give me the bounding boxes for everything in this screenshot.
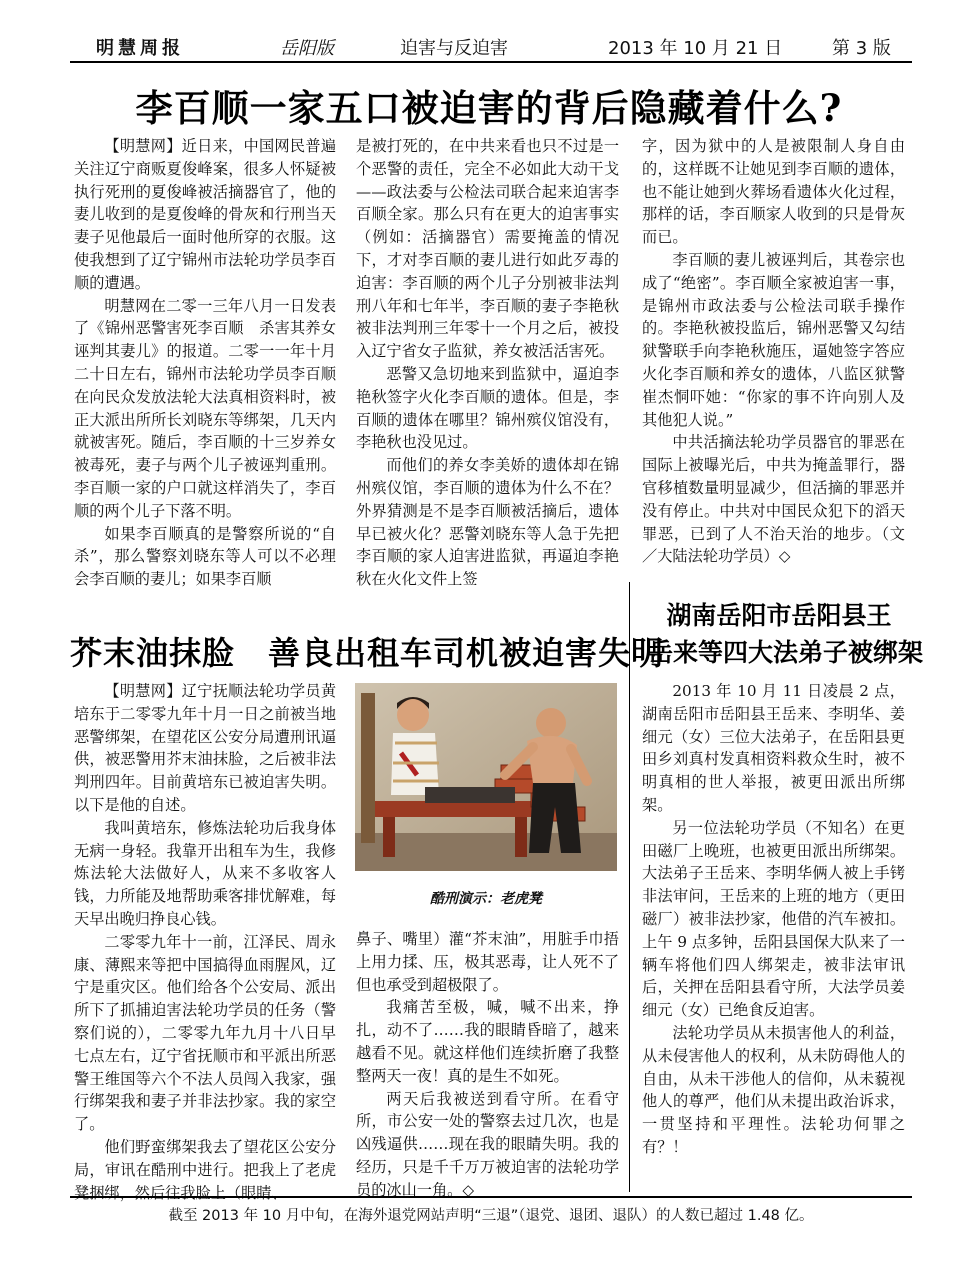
paper-name: 明慧周报 [96, 38, 184, 59]
article1-column-3 [642, 135, 905, 568]
article3-paragraph: 另一位法轮功学员（不知名）在更田磁厂上晚班，也被更田派出所绑架。大法弟子王岳来、李明华俩人被上手铐非法审问，王岳来的上班的地方（更田磁厂）被非法抄家，他借的汽车被扣。上午 9 点多钟，岳阳县国保大队来了一辆车将他们四人绑架走，被非法审讯后，关押在岳阳县看守所，大法学员姜细元（女）已绝食反迫害。 [642, 818, 905, 1020]
article1-paragraph: 字，因为狱中的人是被限制人身自由的，这样既不让她见到李百顺的遗体，也不能让她到火葬场看遗体火化过程，那样的话，李百顺家人收到的只是骨灰而已。 [642, 137, 905, 247]
photo-caption: 酷刑演示：老虎凳 [430, 891, 542, 907]
article2-paragraph: 我叫黄培东，修炼法轮功后我身体无病一身轻。我靠开出租车为生，我修炼法轮大法做好人，从来不多收客人钱，力所能及地帮助乘客排忧解难，每天早出晚归挣良心钱。 [74, 818, 336, 928]
article3-title-line-1: 湖南岳阳市岳阳县王 [666, 601, 892, 630]
article2-paragraph: 鼻子、嘴里）灌“芥末油”，用脏手巾捂上用力揉、压，极其恶毒，让人死不了但也承受到超极限了。 [356, 930, 619, 994]
article2-column-2 [356, 928, 619, 1202]
article1-paragraph: 李百顺的妻儿被诬判后，其卷宗也成了“绝密”。李百顺全家被迫害一事，是锦州市政法委与公检法司联手操作的。李艳秋被投监后，锦州恶警又勾结狱警联手向李艳秋施压，逼她签字答应火化李百顺和养女的遗体，八监区狱警崔杰恫吓她：“你家的事不许向别人及其他犯人说。” [642, 250, 905, 429]
article1-paragraph: 中共活摘法轮功学员器官的罪恶在国际上被曝光后，中共为掩盖罪行，器官移植数量明显减少，但活摘的罪恶并没有停止。中共对中国民众犯下的滔天罪恶，已到了人不治天治的地步。（文／大陆法轮功学员）◇ [642, 433, 905, 566]
article2-paragraph: 我痛苦至极，喊，喊不出来，挣扎，动不了……我的眼睛昏暗了，越来越看不见。就这样他们连续折磨了我整整两天一夜！真的是生不如死。 [356, 998, 619, 1085]
article2-paragraph: 【明慧网】辽宁抚顺法轮功学员黄培东于二零零九年十月一日之前被当地恶警绑架，在望花区公安分局遭刑讯逼供，被恶警用芥末油抹脸，之后被非法判刑四年。目前黄培东已被迫害失明。以下是他的自述。 [74, 682, 336, 814]
article3-column [642, 680, 905, 1159]
article2-column-1 [74, 680, 336, 1204]
article1-paragraph: 恶警又急切地来到监狱中，逼迫李艳秋签字火化李百顺的遗体。但是，李百顺的遗体在哪里？锦州殡仪馆没有，李艳秋也没见过。 [356, 364, 619, 452]
torture-painting-image [355, 683, 617, 871]
torture-illustration [355, 683, 617, 871]
article1-paragraph: 如果李百顺真的是警察所说的“自杀”，那么警察刘晓东等人可以不必理会李百顺的妻儿；如果李百顺 [74, 524, 336, 589]
column-divider [629, 582, 630, 1192]
footer-rule [70, 1196, 912, 1198]
article3-paragraph: 2013 年 10 月 11 日凌晨 2 点，湖南岳阳市岳阳县王岳来、李明华、姜细元（女）三位大法弟子，在岳阳县更田乡刘真村发真相资料救众生时，被不明真相的世人举报，被更田派出所绑架。 [642, 682, 905, 814]
article2-title: 芥末油抹脸 善良出租车司机被迫害失明 [70, 634, 665, 672]
article1-column-2 [356, 135, 619, 591]
article1-paragraph: 而他们的养女李美娇的遗体却在锦州殡仪馆，李百顺的遗体为什么不在？外界猜测是不是李百顺被活摘后，遗体早已被火化？恶警刘晓东等人急于先把李百顺的家人迫害进监狱，再逼迫李艳秋在火化文件上签 [356, 456, 619, 589]
section-label: 迫害与反迫害 [400, 38, 508, 59]
article2-paragraph: 他们野蛮绑架我去了望花区公安分局，审讯在酷刑中进行。把我上了老虎凳捆绑，然后往我脸上（眼睛、 [74, 1137, 336, 1202]
header-rule [70, 61, 912, 63]
article1-column-1 [74, 135, 352, 591]
article2-paragraph: 二零零九年十一前，江泽民、周永康、薄熙来等把中国搞得血雨腥风，辽宁是重灾区。他们给各个公安局、派出所下了抓捕迫害法轮功学员的任务（警察们说的），二零零九年九月十八日早七点左右，辽宁省抚顺市和平派出所恶警王维国等六个不法人员闯入我家，强行绑架我和妻子并非法抄家。我的家空了。 [74, 932, 336, 1134]
article2-paragraph: 两天后我被送到看守所。在看守所，市公安一处的警察去过几次，也是凶残逼供……现在我的眼睛失明。我的经历，只是千千万万被迫害的法轮功学员的冰山一角。◇ [356, 1089, 619, 1199]
article1-paragraph: 是被打死的，在中共来看也只不过是一个恶警的责任，完全不必如此大动干戈——政法委与公检法司联合起来迫害李百顺全家。那么只有在更大的迫害事实（例如：活摘器官）需要掩盖的情况下，才对李百顺的妻儿进行如此歹毒的迫害：李百顺的两个儿子分别被非法判刑八年和七年半，李百顺的妻子李艳秋被非法判刑三年零十一个月之后，被投入辽宁省女子监狱，养女被活活害死。 [356, 137, 619, 361]
article1-paragraph: 【明慧网】近日来，中国网民普遍关注辽宁商贩夏俊峰案，很多人怀疑被执行死刑的夏俊峰被活摘器官了，他的妻儿收到的是夏俊峰的骨灰和行刑当天妻子见他最后一面时他所穿的衣服。这使我想到了辽宁锦州市法轮功学员李百顺的遭遇。 [74, 137, 336, 292]
page-header [70, 32, 912, 62]
page-number: 第 3 版 [832, 38, 891, 59]
issue-date: 2013 年 10 月 21 日 [608, 38, 783, 59]
footer-notice: 截至 2013 年 10 月中旬，在海外退党网站声明“三退”（退党、退团、退队）的人数已超过 1.48 亿。 [168, 1208, 814, 1224]
article1-paragraph: 明慧网在二零一三年八月一日发表了《锦州恶警害死李百顺 杀害其养女 诬判其妻儿》的报道。二零一一年十月二十日左右，锦州市法轮功学员李百顺在向民众发放法轮大法真相资料时，被正大派出所所长刘晓东等绑架，几天内就被害死。随后，李百顺的十三岁养女被毒死，妻子与两个儿子被诬判重刑。李百顺一家的户口就这样消失了，李百顺的两个儿子下落不明。 [74, 296, 352, 520]
edition-label: 岳阳版 [280, 38, 334, 59]
article1-title: 李百顺一家五口被迫害的背后隐藏着什么? [135, 86, 843, 130]
article3-paragraph: 法轮功学员从未损害他人的利益，从未侵害他人的权利，从未防碍他人的自由，从未干涉他人的信仰，从未藐视他人的尊严，他们从未提出政治诉求，一贯坚持和平理性。法轮功何罪之有？！ [642, 1023, 905, 1156]
article3-title-line-2: 岳来等四大法弟子被绑架 [648, 638, 924, 667]
